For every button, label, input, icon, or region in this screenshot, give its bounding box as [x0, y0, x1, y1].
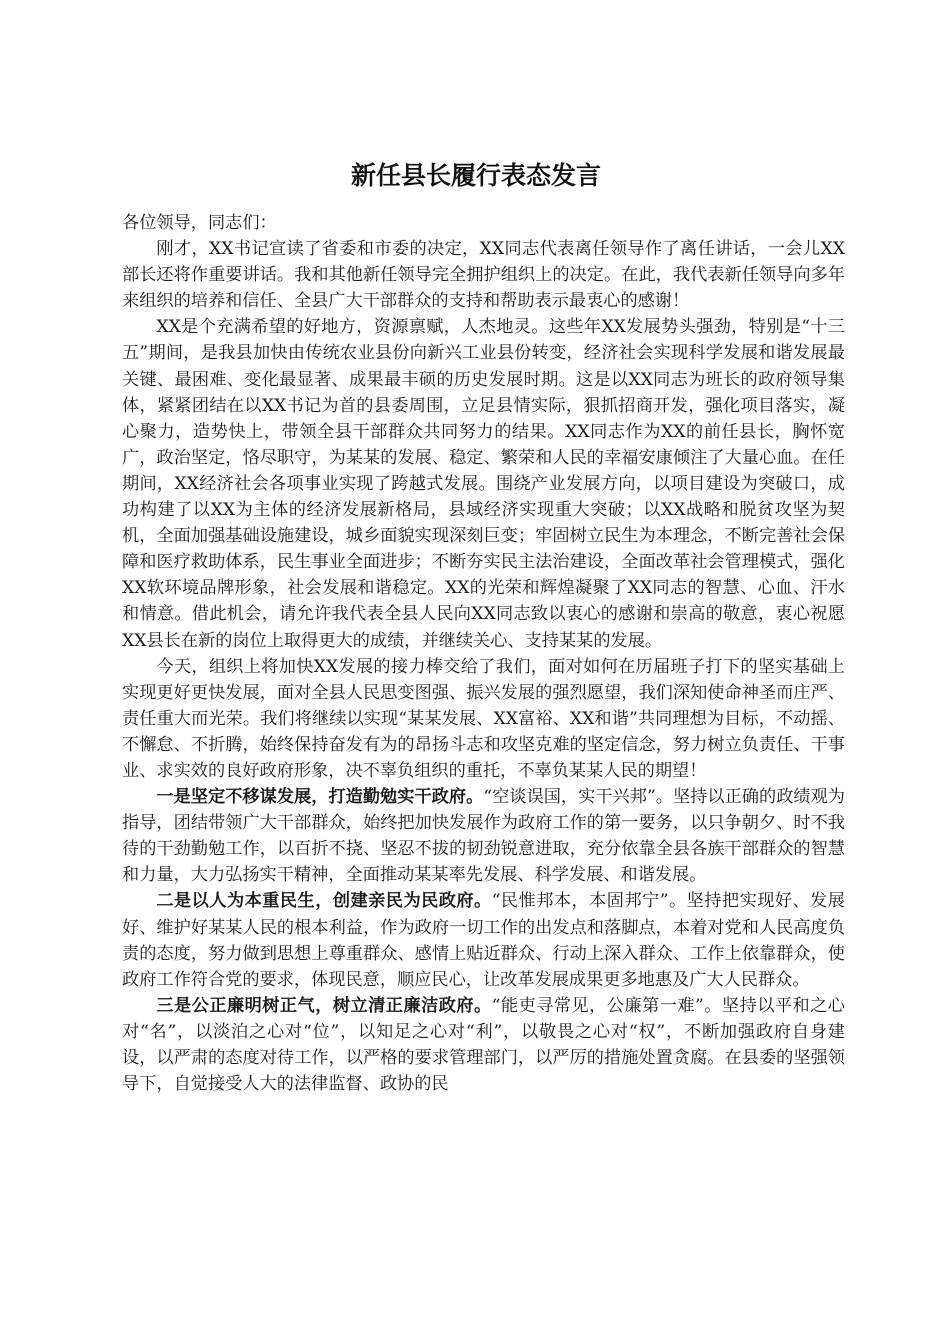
- paragraph-lead: 一是坚定不移谋发展，打造勤勉实干政府。: [156, 787, 484, 808]
- paragraph-5: [122, 888, 845, 992]
- paragraph-text: “空谈误国，实干兴邦”。坚持以正确的政绩观为指导，团结带领广大干部群众，始终把加快发展作为政府工作的第一要务，以只争朝夕、时不我待的干劲勤勉工作，以百折不挠、坚忍不拔的韧劲锐意进取，充分依靠全县各族干部群众的智慧和力量，大力弘扬实干精神，全面推动某某率先发展、科学发展、和谐发展。: [122, 787, 845, 886]
- paragraph-4: [122, 784, 845, 888]
- paragraph-1: [122, 236, 845, 314]
- document-title: 新任县长履行表态发言: [350, 161, 601, 190]
- salutation: 各位领导，同志们：: [122, 213, 277, 233]
- paragraph-lead: 三是公正廉明树正气，树立清正廉洁政府。: [156, 995, 492, 1016]
- paragraph-text: “能吏寻常见，公廉第一难”。坚持以平和之心对“名”，以淡泊之心对“位”，以知足之心对“利”，以敬畏之心对“权”，不断加强政府自身建设，以严肃的态度对待工作，以严格的要求管理部门，以严厉的措施处置贪腐。在县委的坚强领导下，自觉接受人大的法律监督、政协的民: [122, 995, 845, 1095]
- paragraph-6: [122, 993, 845, 1097]
- paragraph-lead: 二是以人为本重民生，创建亲民为民政府。: [156, 891, 492, 912]
- paragraph-text: XX是个充满希望的好地方，资源禀赋，人杰地灵。这些年XX发展势头强劲，特别是“十三五”期间，是我县加快由传统农业县份向新兴工业县份转变，经济社会实现科学发展和谐发展最关键、最困难、变化最显著、成果最丰硕的历史发展时期。这是以XX同志为班长的政府领导集体，紧紧团结在以XX书记为首的县委周围，立足县情实际，狠抓招商开发，强化项目落实，凝心聚力，造势快上，带领全县干部群众共同努力的结果。XX同志作为XX的前任县长，胸怀宽广，政治坚定，恪尽职守，为某某的发展、稳定、繁荣和人民的幸福安康倾注了大量心血。在任期间，XX经济社会各项事业实现了跨越式发展。围绕产业发展方向，以项目建设为突破口，成功构建了以XX为主体的经济发展新格局，县域经济实现重大突破；以XX战略和脱贫攻坚为契机，全面加强基础设施建设，城乡面貌实现深刻巨变；牢固树立民生为本理念，不断完善社会保障和医疗救助体系，民生事业全面进步；不断夯实民主法治建设，全面改革社会管理模式，强化XX软环境品牌形象，社会发展和谐稳定。XX的光荣和辉煌凝聚了XX同志的智慧、心血、汗水和情意。借此机会，请允许我代表全县人民向XX同志致以衷心的感谢和崇高的敬意，衷心祝愿XX县长在新的岗位上取得更大的成绩，并继续关心、支持某某的发展。: [122, 317, 845, 651]
- paragraph-text: 刚才，XX书记宣读了省委和市委的决定，XX同志代表离任领导作了离任讲话，一会儿XX部长还将作重要讲话。我和其他新任领导完全拥护组织上的决定。在此，我代表新任领导向多年来组织的培养和信任、全县广大干部群众的支持和帮助表示最衷心的感谢！: [122, 239, 845, 312]
- paragraph-2: [122, 314, 845, 653]
- paragraph-text: 今天，组织上将加快XX发展的接力棒交给了我们，面对如何在历届班子打下的坚实基础上实现更好更快发展，面对全县人民思变图强、振兴发展的强烈愿望，我们深知使命神圣而庄严、责任重大而光荣。我们将继续以实现“某某发展、XX富裕、XX和谐”共同理想为目标，不动摇、不懈怠、不折腾，始终保持奋发有为的昂扬斗志和攻坚克难的坚定信念，努力树立负责任、干事业、求实效的良好政府形象，决不辜负组织的重托，不辜负某某人民的期望！: [122, 656, 845, 781]
- paragraph-3: [122, 654, 845, 784]
- document-body: [122, 210, 845, 1097]
- paragraph-text: “民惟邦本，本固邦宁”。坚持把实现好、发展好、维护好某某人民的根本利益，作为政府一切工作的出发点和落脚点，本着对党和人民高度负责的态度，努力做到思想上尊重群众、感情上贴近群众、行动上深入群众、工作上依靠群众，使政府工作符合党的要求，体现民意，顺应民心，让改革发展成果更多地惠及广大人民群众。: [122, 891, 845, 990]
